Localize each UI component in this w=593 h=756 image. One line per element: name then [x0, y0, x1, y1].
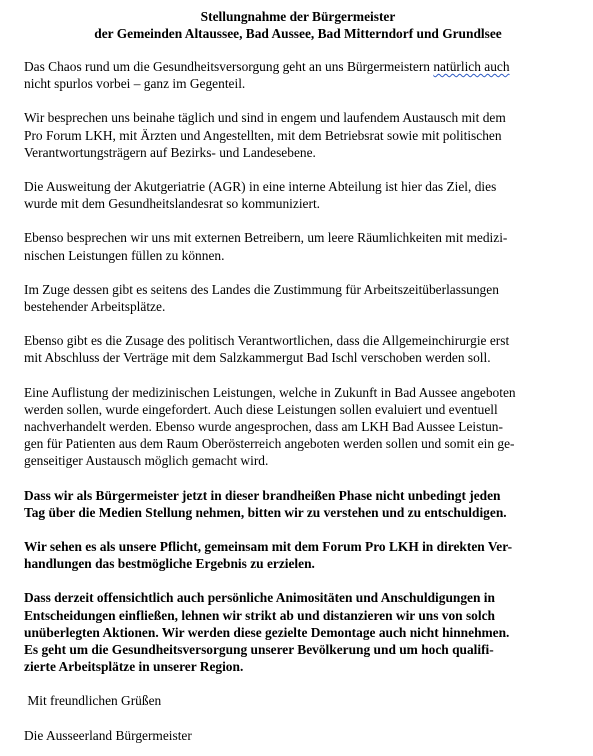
paragraph-line: Eine Auflistung der medizinischen Leistungen, welche in Zukunft in Bad Aussee angeboten — [24, 384, 516, 400]
paragraph-line: nachverhandelt werden. Ebenso wurde angesprochen, dass am LKH Bad Aussee Leistun- — [24, 419, 503, 435]
paragraph-2 — [24, 109, 572, 161]
paragraph-line: gen für Patienten aus dem Raum Oberösterreich angeboten werden sollen und somit ein ge- — [24, 436, 515, 452]
paragraph-1-text-a: Das Chaos rund um die Gesundheitsversorgung geht an uns Bürgermeistern — [24, 59, 434, 74]
paragraph-line: Entscheidungen einfließen, lehnen wir strikt ab und distanzieren wir uns von solch — [24, 607, 495, 623]
paragraph-line: zierte Arbeitsplätze in unserer Region. — [24, 659, 244, 675]
paragraph-line: unüberlegten Aktionen. Wir werden diese gezielte Demontage auch nicht hinnehmen. — [24, 624, 510, 640]
paragraph-line: Ebenso gibt es die Zusage des politisch Verantwortlichen, dass die Allgemeinchirurgie erst — [24, 333, 510, 349]
paragraph-line: Pro Forum LKH, mit Ärzten und Angestellten, mit dem Betriebsrat sowie mit politischen — [24, 127, 502, 143]
paragraph-8 — [24, 487, 572, 521]
paragraph-line: Verantwortungsträgern auf Bezirks- und Landesebene. — [24, 144, 316, 160]
spellcheck-flagged-text[interactable]: natürlich auch — [433, 59, 510, 74]
paragraph-10 — [24, 589, 572, 675]
paragraph-5 — [24, 281, 572, 315]
document-page — [24, 8, 572, 744]
paragraph-1 — [24, 58, 572, 92]
paragraph-line: Die Ausweitung der Akutgeriatrie (AGR) in eine interne Abteilung ist hier das Ziel, dies — [24, 179, 497, 195]
paragraph-line: nischen Leistungen füllen zu können. — [24, 247, 225, 263]
paragraph-line: Wir sehen es als unsere Pflicht, gemeinsam mit dem Forum Pro LKH in direkten Ver- — [24, 539, 513, 555]
paragraph-line: handlungen das bestmögliche Ergebnis zu erzielen. — [24, 556, 315, 572]
closing-greeting: Mit freundlichen Grüßen — [24, 693, 162, 709]
signature: Die Ausseerland Bürgermeister — [24, 727, 192, 743]
paragraph-1-line-2: nicht spurlos vorbei – ganz im Gegenteil. — [24, 76, 246, 92]
paragraph-line: Dass wir als Bürgermeister jetzt in dieser brandheißen Phase nicht unbedingt jeden — [24, 487, 501, 503]
paragraph-line: bestehender Arbeitsplätze. — [24, 299, 166, 315]
paragraph-line: werden sollen, wurde eingefordert. Auch diese Leistungen sollen evaluiert und eventuell — [24, 401, 498, 417]
paragraph-line: wurde mit dem Gesundheitslandesrat so kommuniziert. — [24, 196, 321, 212]
paragraph-line: Es geht um die Gesundheitsversorgung unserer Bevölkerung und um hoch qualifi- — [24, 642, 494, 658]
document-title — [24, 8, 572, 42]
title-line-2: der Gemeinden Altaussee, Bad Aussee, Bad Mitterndorf und Grundlsee — [94, 26, 502, 41]
paragraph-7 — [24, 384, 572, 470]
paragraph-3 — [24, 178, 572, 212]
paragraph-line: Ebenso besprechen wir uns mit externen Betreibern, um leere Räumlichkeiten mit medizi- — [24, 230, 508, 246]
paragraph-4 — [24, 229, 572, 263]
paragraph-1-line-1 — [24, 58, 572, 75]
paragraph-9 — [24, 538, 572, 572]
paragraph-line: Tag über die Medien Stellung nehmen, bitten wir zu verstehen und zu entschuldigen. — [24, 504, 507, 520]
paragraph-line: Dass derzeit offensichtlich auch persönliche Animositäten und Anschuldigungen in — [24, 590, 495, 606]
paragraph-line: genseitiger Austausch möglich gemacht wird. — [24, 453, 269, 469]
paragraph-line: Wir besprechen uns beinahe täglich und sind in engem und laufendem Austausch mit dem — [24, 110, 506, 126]
paragraph-line: Im Zuge dessen gibt es seitens des Landes die Zustimmung für Arbeitszeitüberlassungen — [24, 281, 499, 297]
paragraph-6 — [24, 332, 572, 366]
title-line-1: Stellungnahme der Bürgermeister — [200, 9, 396, 24]
paragraph-line: mit Abschluss der Verträge mit dem Salzkammergut Bad Ischl verschoben werden soll. — [24, 350, 491, 366]
